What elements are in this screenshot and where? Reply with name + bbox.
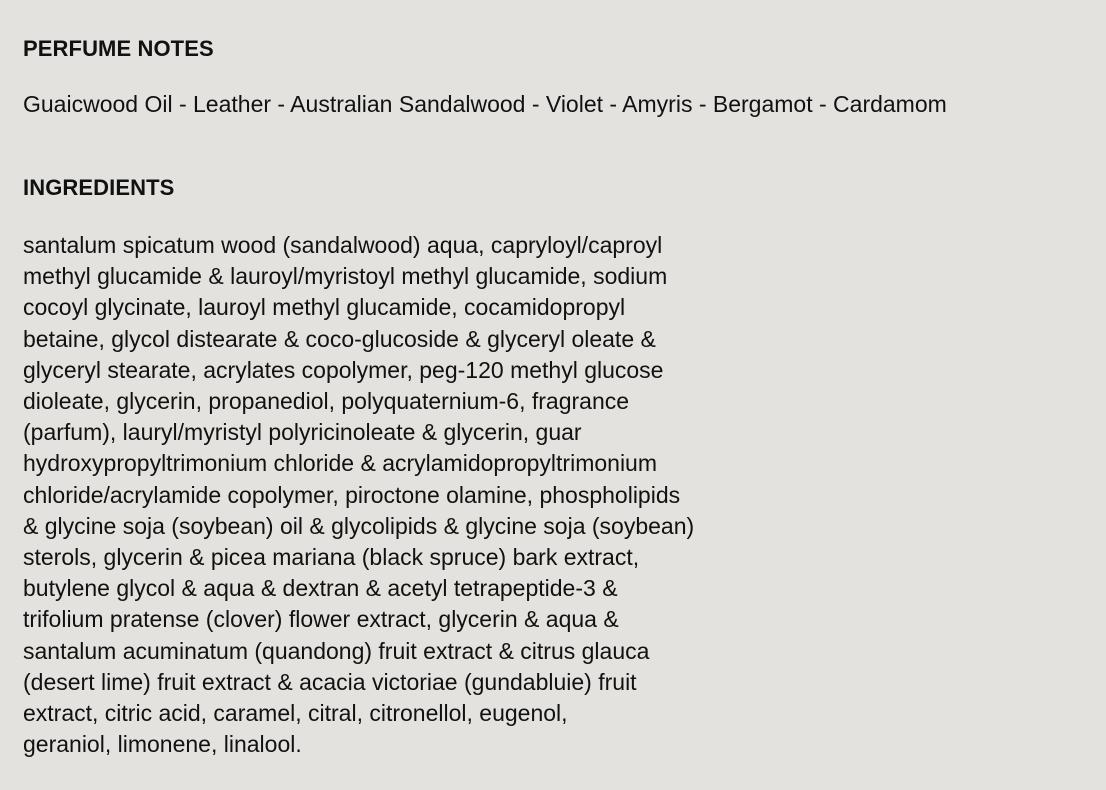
ingredients-text bbox=[23, 230, 1083, 760]
ingredients-heading: INGREDIENTS bbox=[23, 175, 175, 200]
ingredients-line: butylene glycol & aqua & dextran & acetyl tetrapeptide-3 & bbox=[23, 575, 618, 602]
perfume-notes-heading: PERFUME NOTES bbox=[23, 36, 214, 61]
ingredients-line: betaine, glycol distearate & coco-glucoside & glyceryl oleate & bbox=[23, 325, 656, 352]
perfume-notes-section bbox=[23, 34, 1083, 119]
ingredients-line: trifolium pratense (clover) flower extract, glycerin & aqua & bbox=[23, 606, 619, 633]
ingredients-line: chloride/acrylamide copolymer, piroctone olamine, phospholipids bbox=[23, 481, 681, 508]
ingredients-line: geraniol, limonene, linalool. bbox=[23, 731, 302, 758]
ingredients-line: methyl glucamide & lauroyl/myristoyl methyl glucamide, sodium bbox=[23, 263, 668, 290]
ingredients-line: glyceryl stearate, acrylates copolymer, peg-120 methyl glucose bbox=[23, 356, 664, 383]
ingredients-line: (desert lime) fruit extract & acacia victoriae (gundabluie) fruit bbox=[23, 668, 637, 695]
ingredients-line: santalum acuminatum (quandong) fruit extract & citrus glauca bbox=[23, 637, 650, 664]
ingredients-line: dioleate, glycerin, propanediol, polyquaternium-6, fragrance bbox=[23, 388, 630, 415]
ingredients-line: & glycine soja (soybean) oil & glycolipids & glycine soja (soybean) bbox=[23, 512, 695, 539]
ingredients-line: sterols, glycerin & picea mariana (black spruce) bark extract, bbox=[23, 544, 640, 571]
ingredients-line: santalum spicatum wood (sandalwood) aqua, capryloyl/caproyl bbox=[23, 232, 663, 258]
ingredients-line: extract, citric acid, caramel, citral, citronellol, eugenol, bbox=[23, 700, 568, 727]
ingredients-line: hydroxypropyltrimonium chloride & acrylamidopropyltrimonium bbox=[23, 450, 658, 477]
ingredients-line: cocoyl glycinate, lauroyl methyl glucamide, cocamidopropyl bbox=[23, 294, 626, 321]
ingredients-section bbox=[23, 173, 1083, 760]
perfume-notes-text: Guaicwood Oil - Leather - Australian Sandalwood - Violet - Amyris - Bergamot - Cardamom bbox=[23, 91, 947, 117]
ingredients-line: (parfum), lauryl/myristyl polyricinoleate & glycerin, guar bbox=[23, 419, 582, 446]
